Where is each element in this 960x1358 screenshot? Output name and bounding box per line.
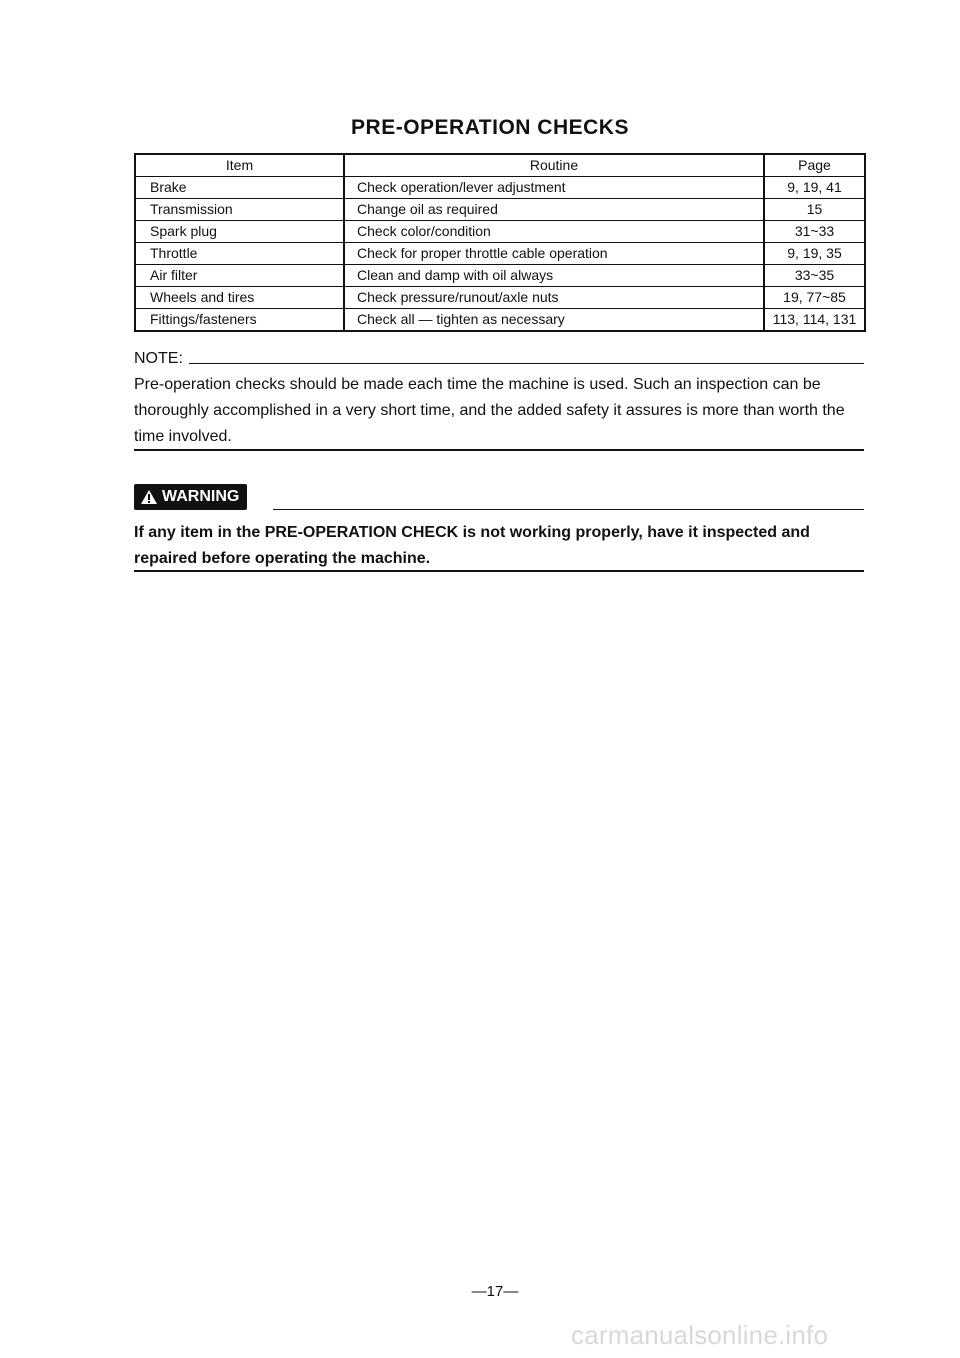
cell-item: Air filter [135,265,344,287]
watermark: carmanualsonline.info [571,1320,829,1350]
cell-page: 19, 77~85 [764,287,865,309]
table-row [135,221,865,243]
cell-item: Spark plug [135,221,344,243]
column-header-page: Page [764,154,865,177]
warning-text: If any item in the PRE-OPERATION CHECK is not working properly, have it inspected and repaired before operating the machine. [134,524,810,567]
cell-routine: Check pressure/runout/axle nuts [344,287,764,309]
note-header [134,348,864,368]
cell-item: Brake [135,177,344,199]
cell-page: 113, 114, 131 [764,309,865,332]
warning-header [134,484,864,510]
page-title: PRE-OPERATION CHECKS [351,116,629,139]
table-row [135,177,865,199]
cell-page: 9, 19, 41 [764,177,865,199]
cell-item: Transmission [135,199,344,221]
warning-rule [273,509,864,510]
cell-routine: Change oil as required [344,199,764,221]
cell-routine: Check for proper throttle cable operation [344,243,764,265]
table-row [135,199,865,221]
column-header-routine: Routine [344,154,764,177]
cell-routine: Check all — tighten as necessary [344,309,764,332]
column-header-item: Item [135,154,344,177]
cell-page: 15 [764,199,865,221]
cell-page: 33~35 [764,265,865,287]
table-row [135,243,865,265]
page-number: —17— [471,1283,519,1300]
table-header-row [135,154,865,177]
warning-triangle-icon [140,489,158,505]
table-row [135,287,865,309]
note-section [134,348,864,450]
note-text: Pre-operation checks should be made each time the machine is used. Such an inspection can be thoroughly accomplished in a very short time, and the added safety it assures is more than worth the time involved. [134,376,845,445]
note-divider [134,449,864,451]
warning-badge [134,484,247,510]
cell-item: Throttle [135,243,344,265]
table-row [135,265,865,287]
cell-page: 9, 19, 35 [764,243,865,265]
cell-routine: Check color/condition [344,221,764,243]
cell-routine: Check operation/lever adjustment [344,177,764,199]
table-row [135,309,865,332]
note-rule [189,363,864,364]
warning-label: WARNING [162,488,240,505]
cell-item: Fittings/fasteners [135,309,344,332]
note-label: NOTE: [134,350,183,367]
pre-operation-checks-table [134,153,866,332]
warning-divider [134,570,864,572]
cell-item: Wheels and tires [135,287,344,309]
warning-section [134,484,864,572]
cell-page: 31~33 [764,221,865,243]
cell-routine: Clean and damp with oil always [344,265,764,287]
